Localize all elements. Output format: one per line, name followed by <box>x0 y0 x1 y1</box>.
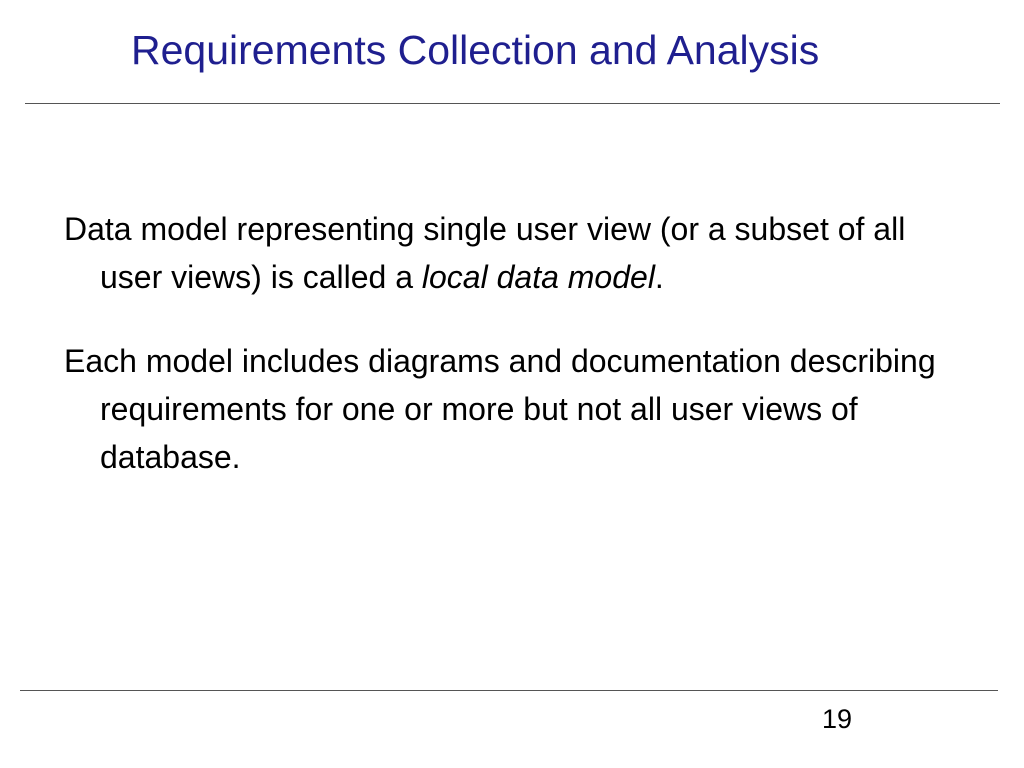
title-divider <box>25 103 1000 104</box>
paragraph-period: . <box>654 259 664 295</box>
paragraph-text: Each model includes diagrams and documentation describing requirements for one or more but not all user views of database. <box>64 343 936 475</box>
footer-divider <box>20 690 998 691</box>
paragraph-text: Data model representing single user view (or a subset of all user views) is called a <box>64 211 906 295</box>
page-number: 19 <box>822 704 853 734</box>
emphasized-term: local data model <box>421 259 655 295</box>
slide-title: Requirements Collection and Analysis <box>131 27 820 73</box>
bullet-paragraph-model-contents <box>64 337 944 481</box>
slide-body <box>64 205 944 481</box>
bullet-paragraph-local-data-model <box>64 205 944 301</box>
